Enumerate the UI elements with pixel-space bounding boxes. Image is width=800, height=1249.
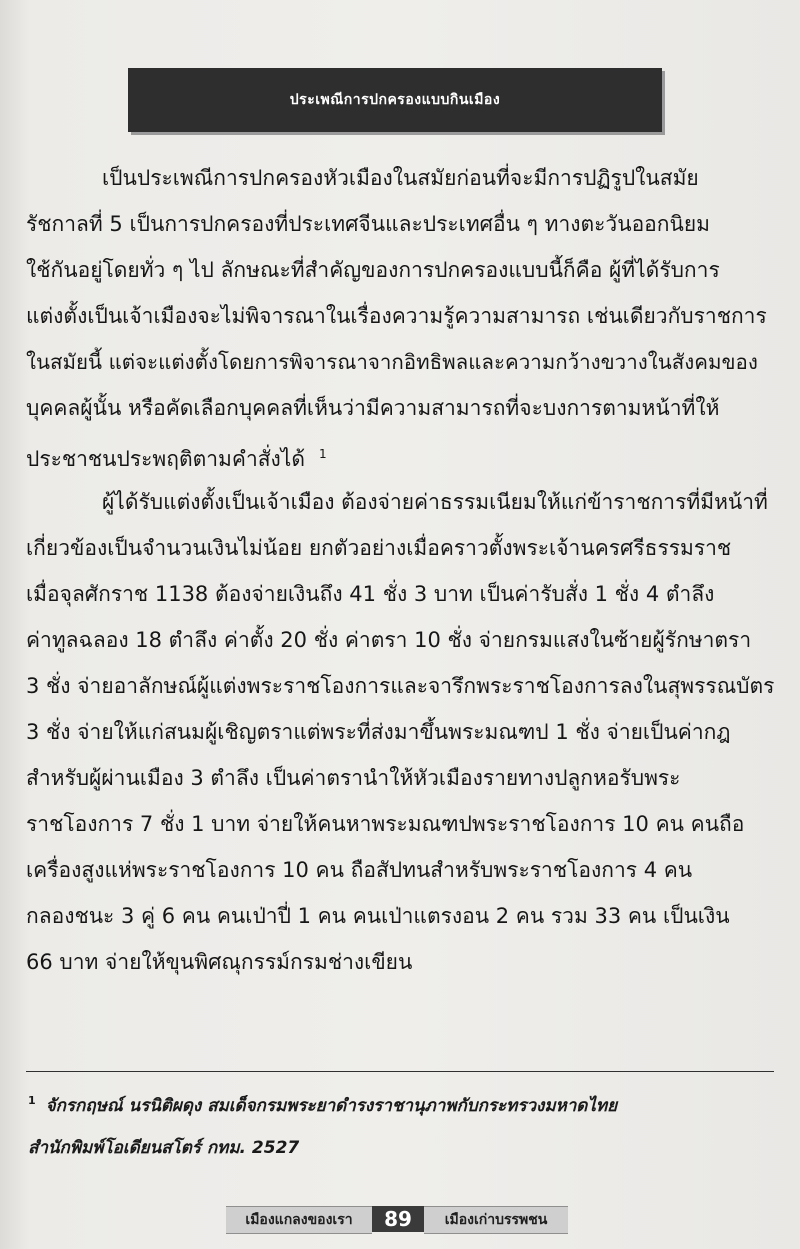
paragraph-line: แต่งตั้งเป็นเจ้าเมืองจะไม่พิจารณาในเรื่องความรู้ความสามารถ เช่นเดียวกับราชการ [26,304,767,328]
paragraph-line: ค่าทูลฉลอง 18 ตำลึง ค่าตั้ง 20 ชั่ง ค่าตรา 10 ชั่ง จ่ายกรมแสงในซ้ายผู้รักษาตรา [26,628,752,652]
paragraph-line: 66 บาท จ่ายให้ขุนพิศณุกรรม์กรมช่างเขียน [26,950,413,974]
paragraph-line: เกี่ยวข้องเป็นจำนวนเงินไม่น้อย ยกตัวอย่างเมื่อคราวตั้งพระเจ้านครศรีธรรมราช [26,536,732,560]
paragraph-line: สำหรับผู้ผ่านเมือง 3 ตำลึง เป็นค่าตรานำให้หัวเมืองรายทางปลูกหอรับพระ [26,766,681,790]
footnote-line [28,1092,617,1119]
footnote-reference: 1 [319,447,327,461]
footnote-divider [26,1071,774,1072]
paragraph-line: ผู้ได้รับแต่งตั้งเป็นเจ้าเมือง ต้องจ่ายค่าธรรมเนียมให้แก่ข้าราชการที่มีหน้าที่ [102,490,768,514]
paragraph-line: 3 ชั่ง จ่ายให้แก่สนมผู้เชิญตราแต่พระที่ส่งมาขึ้นพระมณฑป 1 ชั่ง จ่ายเป็นค่ากฎ [26,720,731,744]
paragraph-line: ใช้กันอยู่โดยทั่ว ๆ ไป ลักษณะที่สำคัญของการปกครองแบบนี้ก็คือ ผู้ที่ได้รับการ [26,258,720,282]
paragraph-line: เครื่องสูงแห่พระราชโองการ 10 คน ถือสัปทนสำหรับพระราชโองการ 4 คน [26,858,693,882]
paragraph-line: เป็นประเพณีการปกครองหัวเมืองในสมัยก่อนที่จะมีการปฏิรูปในสมัย [102,166,699,190]
paragraph-last-line [26,441,327,472]
section-title-box [128,68,662,132]
paragraph-line: รัชกาลที่ 5 เป็นการปกครองที่ประเทศจีนและประเทศอื่น ๆ ทางตะวันออกนิยม [26,212,711,236]
paragraph-line: ราชโองการ 7 ชั่ง 1 บาท จ่ายให้คนหาพระมณฑปพระราชโองการ 10 คน คนถือ [26,812,745,836]
footnote-line: สำนักพิมพ์โอเดียนสโตร์ กทม. 2527 [28,1138,300,1158]
paragraph-line: ในสมัยนี้ แต่จะแต่งตั้งโดยการพิจารณาจากอิทธิพลและความกว้างขวางในสังคมของ [26,350,758,374]
footnote-citation: จักรกฤษณ์ นรนิติผดุง สมเด็จกรมพระยาดำรงราชานุภาพกับกระทรวงมหาดไทย [45,1096,618,1116]
paragraph-line: บุคคลผู้นั้น หรือคัดเลือกบุคคลที่เห็นว่ามีความสามารถที่จะบงการตามหน้าที่ให้ [26,396,720,420]
paragraph-line: 3 ชั่ง จ่ายอาลักษณ์ผู้แต่งพระราชโองการและจารึกพระราชโองการลงในสุพรรณบัตร [26,674,775,698]
paragraph-line: เมื่อจุลศักราช 1138 ต้องจ่ายเงินถึง 41 ชั่ง 3 บาท เป็นค่ารับสั่ง 1 ชั่ง 4 ตำลึง [26,582,715,606]
footer-book-title: เมืองแกลงของเรา [226,1206,372,1234]
paragraph-line: กลองชนะ 3 คู่ 6 คน คนเป่าปี่ 1 คน คนเป่าแตรงอน 2 คน รวม 33 คน เป็นเงิน [26,904,730,928]
section-title: ประเพณีการปกครองแบบกินเมือง [289,92,501,108]
paragraph-text: ประชาชนประพฤติตามคำสั่งได้ [26,447,306,471]
footer-section-title: เมืองเก่าบรรพชน [424,1206,568,1234]
page-number: 89 [372,1206,424,1232]
footnote-marker: 1 [28,1094,36,1108]
